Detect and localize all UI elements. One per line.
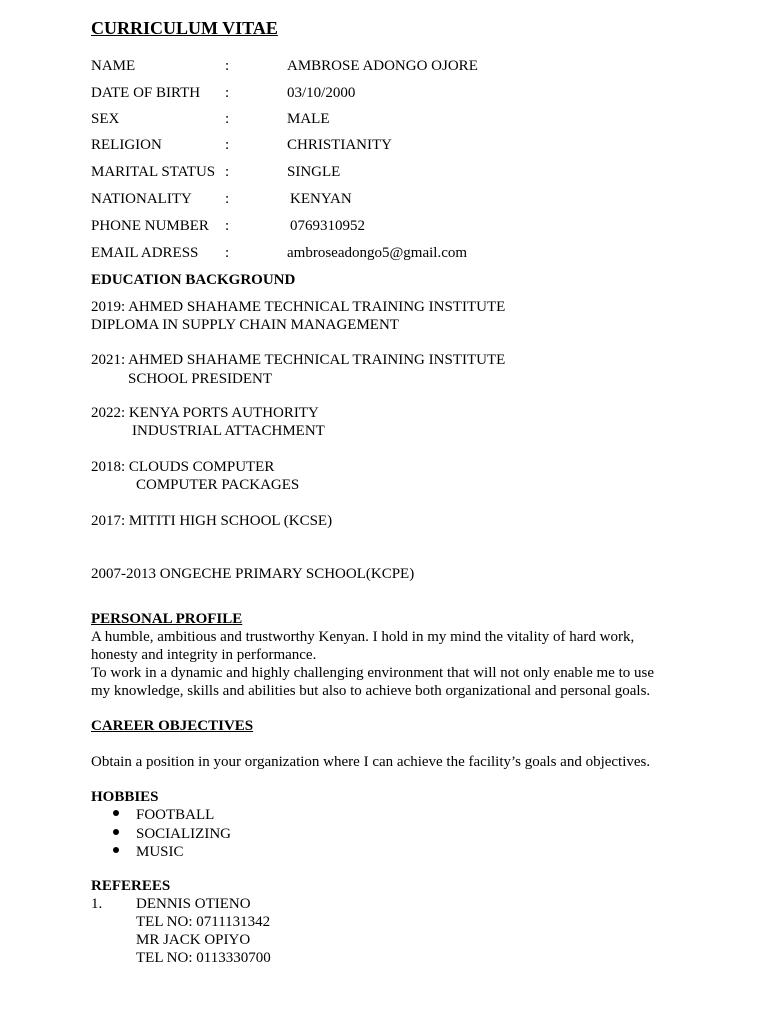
referee-line-3: MR JACK OPIYO [136,932,251,948]
email-value: ambroseadongo5@gmail.com [287,245,468,261]
education-entry-5: 2017: MITITI HIGH SCHOOL (KCSE) [91,513,333,529]
nationality-value: KENYAN [290,191,352,207]
bullet-icon [113,810,119,816]
dob-value: 03/10/2000 [287,85,356,101]
phone-label: PHONE NUMBER [91,218,209,234]
nationality-colon: : [225,191,230,207]
sex-colon: : [225,111,230,127]
profile-line-1: A humble, ambitious and trustworthy Kenyan. I hold in my mind the vitality of hard work, [91,629,635,645]
education-entry-4-line2: COMPUTER PACKAGES [136,477,300,493]
education-entry-1-line2: DIPLOMA IN SUPPLY CHAIN MANAGEMENT [91,317,399,333]
marital-status-label: MARITAL STATUS [91,164,216,180]
religion-label: RELIGION [91,137,162,153]
education-entry-6: 2007-2013 ONGECHE PRIMARY SCHOOL(KCPE) [91,566,415,582]
name-label: NAME [91,58,136,74]
bullet-icon [113,847,119,853]
marital-status-value: SINGLE [287,164,341,180]
referee-line-1: DENNIS OTIENO [136,896,251,912]
sex-label: SEX [91,111,120,127]
hobby-item: FOOTBALL [136,807,215,823]
bullet-icon [113,829,119,835]
education-entry-3-line2: INDUSTRIAL ATTACHMENT [132,423,325,439]
education-heading: EDUCATION BACKGROUND [91,272,296,288]
education-entry-1-line1: 2019: AHMED SHAHAME TECHNICAL TRAINING INSTITUTE [91,299,506,315]
dob-label: DATE OF BIRTH [91,85,201,101]
education-entry-2-line1: 2021: AHMED SHAHAME TECHNICAL TRAINING INSTITUTE [91,352,506,368]
profile-line-2: honesty and integrity in performance. [91,647,317,663]
education-entry-2-line2: SCHOOL PRESIDENT [128,371,273,387]
marital-status-colon: : [225,164,230,180]
nationality-label: NATIONALITY [91,191,192,207]
career-text: Obtain a position in your organization where I can achieve the facility’s goals and objectives. [91,754,651,770]
referee-line-2: TEL NO: 0711131342 [136,914,271,930]
profile-line-4: my knowledge, skills and abilities but also to achieve both organizational and personal goals. [91,683,651,699]
hobby-item: MUSIC [136,844,184,860]
email-colon: : [225,245,230,261]
education-entry-3-line1: 2022: KENYA PORTS AUTHORITY [91,405,319,421]
phone-value: 0769310952 [290,218,365,234]
sex-value: MALE [287,111,330,127]
referees-heading: REFEREES [91,878,171,894]
email-label: EMAIL ADRESS [91,245,199,261]
hobbies-heading: HOBBIES [91,789,159,805]
referee-number: 1. [91,896,103,912]
career-heading: CAREER OBJECTIVES [91,718,254,734]
document-title: CURRICULUM VITAE [91,18,278,38]
profile-heading: PERSONAL PROFILE [91,611,243,627]
profile-line-3: To work in a dynamic and highly challenging environment that will not only enable me to use [91,665,654,681]
phone-colon: : [225,218,230,234]
dob-colon: : [225,85,230,101]
education-entry-4-line1: 2018: CLOUDS COMPUTER [91,459,275,475]
hobby-item: SOCIALIZING [136,826,231,842]
name-value: AMBROSE ADONGO OJORE [287,58,478,74]
religion-colon: : [225,137,230,153]
name-colon: : [225,58,230,74]
referee-line-4: TEL NO: 0113330700 [136,950,271,966]
religion-value: CHRISTIANITY [287,137,392,153]
